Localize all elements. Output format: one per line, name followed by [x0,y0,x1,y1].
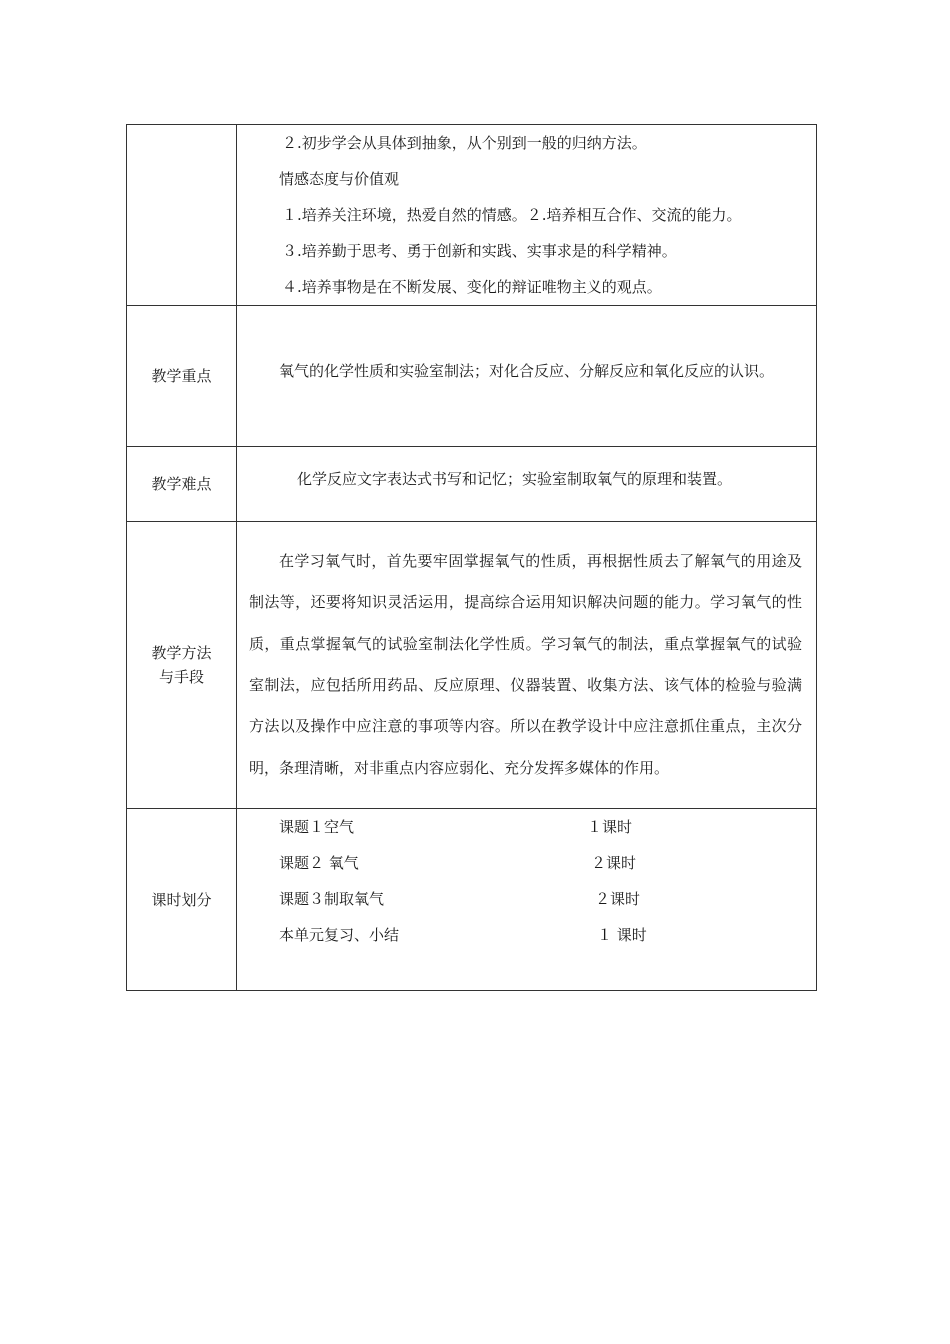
difficulties-content-cell [237,447,817,522]
methods-row [127,522,817,809]
key-points-label: 教学重点 [127,306,237,447]
goal-line-attitude-3: ３.培养勤于思考、勇于创新和实践、实事求是的科学精神。 [282,242,677,260]
schedule-row [127,809,817,991]
schedule-topic: 课题１空气 [279,818,355,836]
schedule-hours: ２课时 [595,890,641,908]
schedule-topic: 课题２ 氧气 [279,854,359,872]
schedule-label: 课时划分 [127,809,237,991]
goal-line-process-2: ２.初步学会从具体到抽象，从个别到一般的归纳方法。 [282,134,647,152]
schedule-topic: 本单元复习、小结 [279,926,400,944]
methods-text: 在学习氧气时，首先要牢固掌握氧气的性质，再根据性质去了解氧气的用途及制法等，还要将知识灵活运用，提高综合运用知识解决问题的能力。学习氧气的性质，重点掌握氧气的试验室制法化学性质。学习氧气的制法，重点掌握氧气的试验室制法，应包括所用药品、反应原理、仪器装置、收集方法、该气体的检验与验满方法以及操作中应注意的事项等内容。所以在教学设计中应注意抓住重点，主次分明，条理清晰，对非重点内容应弱化、充分发挥多媒体的作用。 [249,552,802,777]
key-points-content-cell [237,306,817,447]
goals-row [127,125,817,306]
schedule-content-cell [237,809,817,991]
lesson-plan-table [126,124,817,991]
goals-content-cell [237,125,817,306]
methods-label-line2: 与手段 [158,668,204,686]
schedule-topic: 课题３制取氧气 [279,890,385,908]
key-points-row [127,306,817,447]
goal-line-attitude-4: ４.培养事物是在不断发展、变化的辩证唯物主义的观点。 [282,278,662,296]
difficulties-text: 化学反应文字表达式书写和记忆；实验室制取氧气的原理和装置。 [297,469,733,488]
key-points-text: 氧气的化学性质和实验室制法；对化合反应、分解反应和氧化反应的认识。 [279,361,775,380]
schedule-item [237,917,816,953]
methods-label-line1: 教学方法 [151,644,212,662]
goals-label-cell [127,125,237,306]
schedule-item [237,881,816,917]
difficulties-row [127,447,817,522]
difficulties-label: 教学难点 [127,447,237,522]
schedule-item [237,809,816,845]
schedule-hours: １课时 [587,818,633,836]
goal-heading-attitude: 情感态度与价值观 [279,170,400,188]
schedule-hours: １ 课时 [597,926,647,944]
methods-label [127,522,237,809]
schedule-hours: ２课时 [591,854,637,872]
schedule-item [237,845,816,881]
goal-line-attitude-1-2: １.培养关注环境，热爱自然的情感。２.培养相互合作、交流的能力。 [282,206,742,224]
methods-content-cell [237,522,817,809]
